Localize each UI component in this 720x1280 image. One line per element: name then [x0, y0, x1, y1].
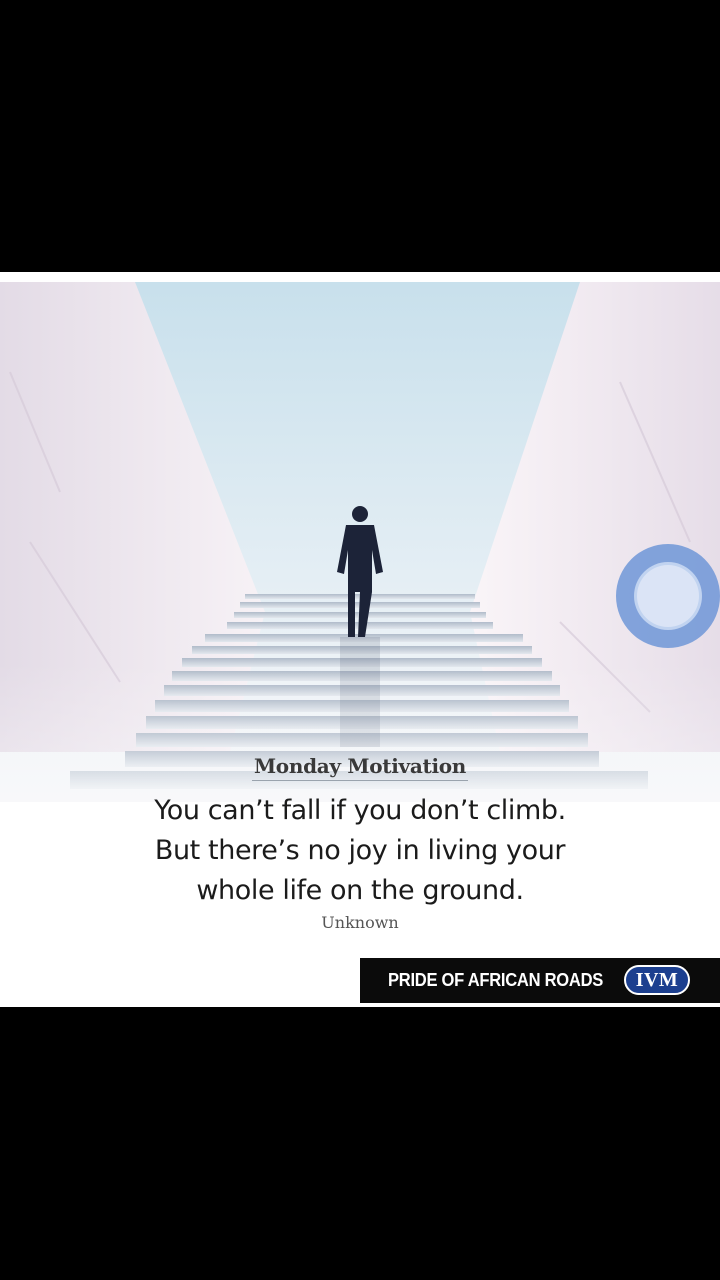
brand-bar	[360, 958, 720, 1003]
quote-author: Unknown	[321, 913, 399, 932]
assistive-touch-icon[interactable]	[616, 544, 720, 648]
quote-line: You can’t fall if you don’t climb.	[154, 795, 566, 826]
quote-text	[0, 791, 720, 911]
assistive-touch-inner	[634, 562, 702, 630]
viewer-bottom-letterbox	[0, 1007, 720, 1280]
ivm-logo-text: IVM	[635, 968, 679, 991]
quote-caption	[0, 754, 720, 932]
viewer-top-letterbox	[0, 0, 720, 272]
quote-line: But there’s no joy in living your	[154, 835, 566, 866]
brand-tagline: PRIDE OF AFRICAN ROADS	[388, 970, 604, 990]
quote-line: whole life on the ground.	[196, 875, 524, 906]
photo-frame	[0, 282, 720, 1007]
caption-heading: Monday Motivation	[252, 754, 468, 781]
motivation-image	[0, 272, 720, 1007]
ivm-logo-badge	[624, 965, 690, 995]
